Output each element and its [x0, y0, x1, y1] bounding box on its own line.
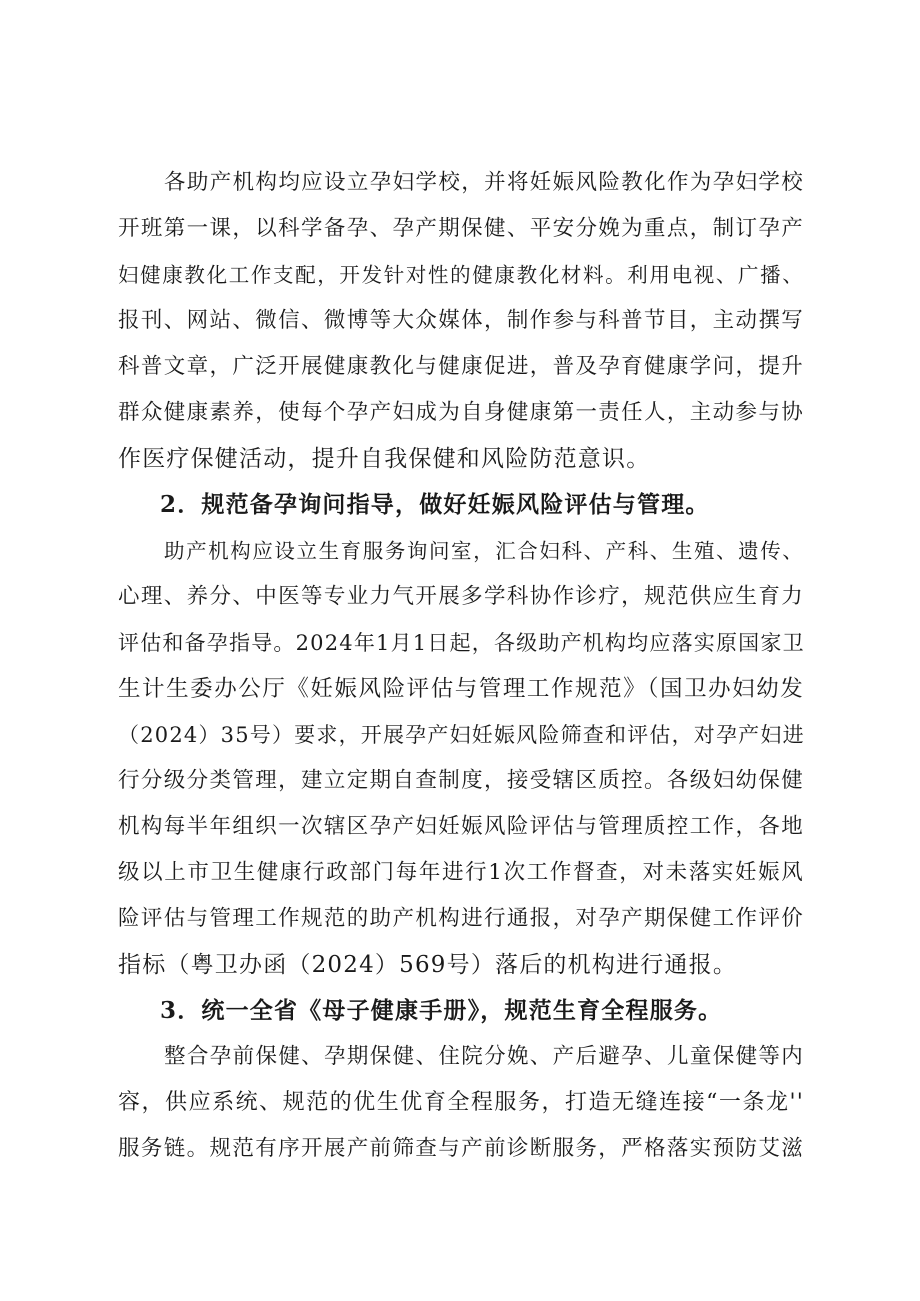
paragraph-line: 险评估与管理工作规范的助产机构进行通报，对孕产期保健工作评价 — [118, 906, 804, 931]
paragraph-line: 评估和备孕指导。2024年1月1日起，各级助产机构均应落实原国家卫 — [118, 631, 805, 655]
paragraph-line: 妇健康教化工作支配，开发针对性的健康教化材料。利用电视、广播、 — [118, 263, 804, 287]
paragraph-line: 科普文章，广泛开展健康教化与健康促进，普及孕育健康学问，提升 — [118, 354, 804, 379]
paragraph-line: 群众健康素养，使每个孕产妇成为自身健康第一责任人，主动参与协 — [118, 400, 804, 425]
paragraph-line: 报刊、网站、微信、微博等大众媒体，制作参与科普节目，主动撰写 — [118, 308, 804, 333]
paragraph-line: 服务链。规范有序开展产前筛查与产前诊断服务，严格落实预防艾滋 — [118, 1136, 804, 1161]
paragraph-line: 行分级分类管理，建立定期自查制度，接受辖区质控。各级妇幼保健 — [118, 768, 804, 793]
paragraph-line: 机构每半年组织一次辖区孕产妇妊娠风险评估与管理质控工作，各地 — [118, 814, 804, 839]
paragraph-line: 生计生委办公厅《妊娠风险评估与管理工作规范》（国卫办妇幼发 — [118, 676, 804, 702]
section-heading-2: 2．规范备孕询问指导，做好妊娠风险评估与管理。 — [160, 491, 710, 518]
paragraph-line: 开班第一课，以科学备孕、孕产期保健、平安分娩为重点，制订孕产 — [118, 216, 804, 241]
section-heading-3: 3．统一全省《母子健康手册》，规范生育全程服务。 — [160, 997, 723, 1024]
paragraph-line: 作医疗保健活动，提升自我保健和风险防范意识。 — [118, 446, 651, 472]
paragraph-line: 容，供应系统、规范的优生优育全程服务，打造无缝连接“一条龙'' — [118, 1090, 804, 1115]
paragraph-line: 指标（粤卫办函（2024）569号）落后的机构进行通报。 — [118, 952, 738, 978]
paragraph-line: （2024）35号）要求，开展孕产妇妊娠风险筛查和评估，对孕产妇进 — [118, 723, 805, 747]
paragraph-line: 各助产机构均应设立孕妇学校，并将妊娠风险教化作为孕妇学校 — [164, 170, 804, 195]
paragraph-line: 心理、养分、中医等专业力气开展多学科协作诊疗，规范供应生育力 — [118, 584, 804, 609]
paragraph-line: 助产机构应设立生育服务询问室，汇合妇科、产科、生殖、遗传、 — [164, 539, 804, 563]
paragraph-line: 整合孕前保健、孕期保健、住院分娩、产后避孕、儿童保健等内 — [164, 1044, 804, 1069]
paragraph-line: 级以上市卫生健康行政部门每年进行1次工作督查，对未落实妊娠风 — [118, 860, 804, 885]
